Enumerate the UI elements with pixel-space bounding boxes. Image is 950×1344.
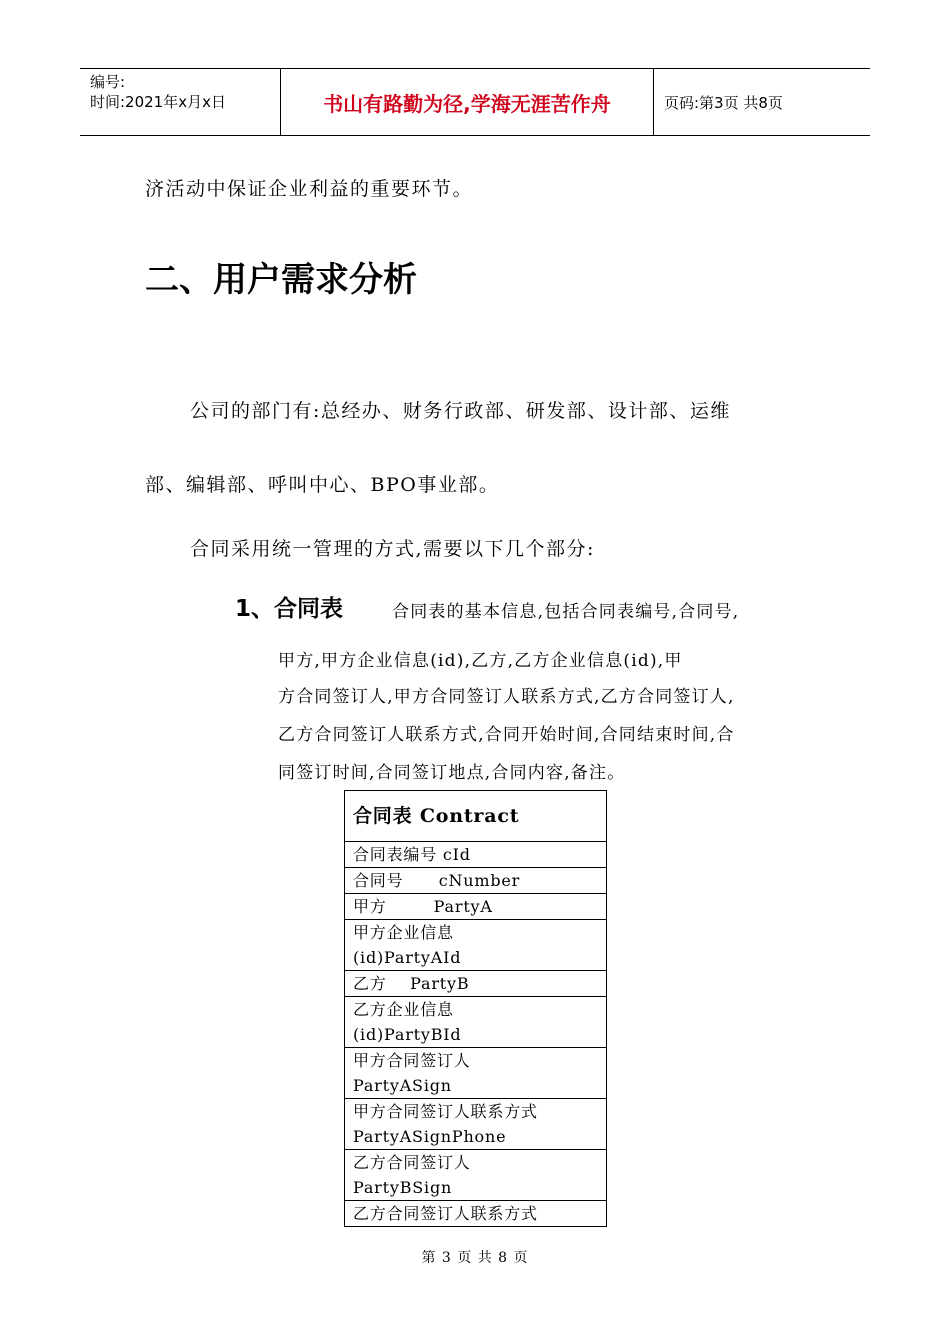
header-page-info: 页码:第3页 共8页 [664, 93, 783, 112]
table-title: 合同表 Contract [345, 791, 607, 842]
table-row: 合同号 cNumber [345, 868, 607, 894]
desc-line: 合同表的基本信息,包括合同表编号,合同号, [392, 602, 740, 622]
para2-text: 合同采用统一管理的方式,需要以下几个部分: [190, 538, 595, 560]
page-footer: 第 3 页 共 8 页 [421, 1250, 529, 1266]
desc-line: 同签订时间,合同签订地点,合同内容,备注。 [278, 763, 626, 783]
header-number-label: 编号: [90, 73, 126, 91]
table-row: 乙方 PartyB [345, 971, 607, 997]
section-title: 二、用户需求分析 [145, 260, 417, 300]
subsection-title: 1、合同表 [235, 596, 344, 622]
para1-line2: 部、编辑部、呼叫中心、BPO事业部。 [145, 474, 500, 496]
para1-line1: 公司的部门有:总经办、财务行政部、研发部、设计部、运维 [190, 400, 731, 422]
table-row: 乙方企业信息 (id)PartyBId [345, 997, 607, 1048]
continuation-text: 济活动中保证企业利益的重要环节。 [145, 178, 474, 200]
table-row: 合同表编号 cId [345, 842, 607, 868]
table-row: 乙方合同签订人 PartyBSign [345, 1150, 607, 1201]
table-row: 甲方合同签订人联系方式 PartyASignPhone [345, 1099, 607, 1150]
contract-table [344, 790, 607, 1227]
header-meta [80, 69, 281, 135]
desc-line: 甲方,甲方企业信息(id),乙方,乙方企业信息(id),甲 [278, 651, 683, 671]
table-row: 甲方 PartyA [345, 894, 607, 920]
table-row: 乙方合同签订人联系方式 [345, 1201, 607, 1227]
desc-line: 乙方合同签订人联系方式,合同开始时间,合同结束时间,合 [278, 725, 735, 745]
header-time-label: 时间:2021年x月x日 [90, 93, 226, 111]
desc-line: 方合同签订人,甲方合同签订人联系方式,乙方合同签订人, [278, 687, 735, 707]
header-motto: 书山有路勤为径,学海无涯苦作舟 [281, 69, 654, 135]
table-row: 甲方企业信息 (id)PartyAId [345, 920, 607, 971]
table-row: 甲方合同签订人 PartyASign [345, 1048, 607, 1099]
page-header [80, 68, 870, 136]
